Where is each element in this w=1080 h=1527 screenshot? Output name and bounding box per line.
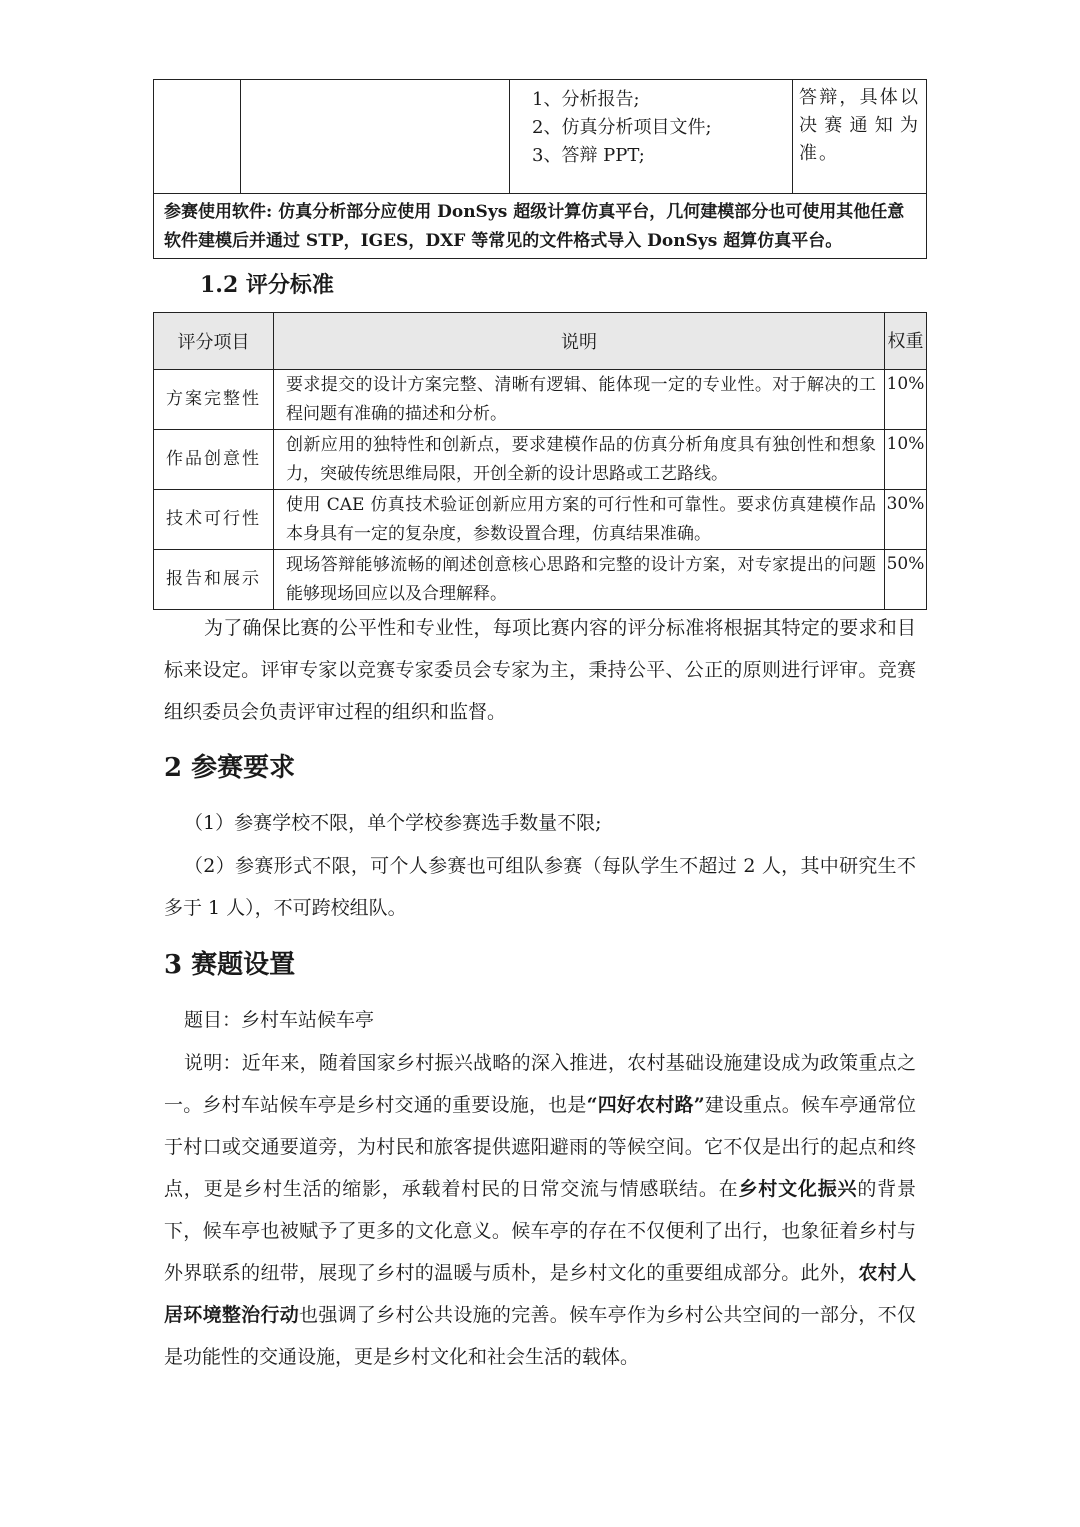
description-text: 建设重点。候车亭通常位于村口或交通要道旁，为村民和旅客提供遮阳避雨的等候空间。它不仅是出行的起点和终点，更是乡村生活的缩影，承载着村民的日常交流与情感联结。在: [164, 1094, 916, 1200]
software-note-cell: [154, 194, 927, 259]
score-item: 报告和展示: [154, 550, 274, 610]
description-text: 的背景下，候车亭也被赋予了更多的文化意义。候车亭的存在不仅便利了出行，也象征着乡村与外界联系的纽带，展现了乡村的温暖与质朴，是乡村文化的重要组成部分。此外，: [164, 1178, 916, 1284]
score-weight: 10%: [885, 430, 927, 490]
description-text: 说明：近年来，随着国家乡村振兴战略的深入推进，农村基础设施建设成为政策重点之一。乡村车站候车亭是乡村交通的重要设施，也是: [164, 1052, 916, 1116]
topic-line: 题目：乡村车站候车亭: [184, 1009, 375, 1031]
header-weight: 权重: [885, 313, 927, 370]
emphasis-text: “四好农村路”: [586, 1094, 705, 1116]
score-desc: 创新应用的独特性和创新点，要求建模作品的仿真分析角度具有独创性和想象力，突破传统思维局限，开创全新的设计思路或工艺路线。: [274, 430, 885, 490]
score-desc: 要求提交的设计方案完整、清晰有逻辑、能体现一定的专业性。对于解决的工程问题有准确的描述和分析。: [274, 370, 885, 430]
score-desc: 使用 CAE 仿真技术验证创新应用方案的可行性和可靠性。要求仿真建模作品本身具有一定的复杂度，参数设置合理，仿真结果准确。: [274, 490, 885, 550]
table-row: [154, 490, 927, 550]
emphasis-text: 农村人居环境整治行动: [164, 1262, 916, 1326]
schedule-note-cell: [793, 80, 927, 194]
emphasis-text: 乡村文化振兴: [738, 1178, 858, 1200]
header-desc: 说明: [274, 313, 885, 370]
table-row: [154, 430, 927, 490]
empty-cell: [154, 80, 241, 194]
requirement-item-2: （2）参赛形式不限，可个人参赛也可组队参赛（每队学生不超过 2 人，其中研究生不多于 1 人），不可跨校组队。: [164, 855, 916, 919]
requirement-item-1: （1）参赛学校不限，单个学校参赛选手数量不限;: [184, 812, 602, 834]
submission-item: 2、仿真分析项目文件;: [532, 117, 712, 138]
header-item: 评分项目: [154, 313, 274, 370]
empty-cell: [241, 80, 510, 194]
section-heading-1-2: 1.2 评分标准: [200, 272, 334, 298]
topic-description: [164, 1042, 916, 1378]
submission-item: 1、分析报告;: [532, 89, 640, 110]
description-text: 也强调了乡村公共设施的完善。候车亭作为乡村公共空间的一部分，不仅是功能性的交通设施，更是乡村文化和社会生活的载体。: [164, 1304, 916, 1368]
table-row: [154, 370, 927, 430]
score-weight: 10%: [885, 370, 927, 430]
section-heading-2: 2 参赛要求: [164, 753, 296, 783]
score-item: 技术可行性: [154, 490, 274, 550]
section-heading-3: 3 赛题设置: [164, 950, 296, 980]
score-item: 方案完整性: [154, 370, 274, 430]
score-weight: 30%: [885, 490, 927, 550]
scoring-table: [153, 312, 927, 610]
score-item: 作品创意性: [154, 430, 274, 490]
submission-table: [153, 79, 927, 259]
scoring-paragraph: 为了确保比赛的公平性和专业性，每项比赛内容的评分标准将根据其特定的要求和目标来设定。评审专家以竞赛专家委员会专家为主，秉持公平、公正的原则进行评审。竞赛组织委员会负责评审过程的组织和监督。: [164, 617, 916, 723]
submission-item: 3、答辩 PPT;: [532, 145, 645, 166]
schedule-note: 答辩，具体以决赛通知为准。: [799, 87, 920, 164]
submission-items-cell: [510, 80, 793, 194]
score-desc: 现场答辩能够流畅的阐述创意核心思路和完整的设计方案，对专家提出的问题能够现场回应以及合理解释。: [274, 550, 885, 610]
table-row: [154, 550, 927, 610]
software-note: 参赛使用软件: 仿真分析部分应使用 DonSys 超级计算仿真平台，几何建模部分也可使用其他任意软件建模后并通过 STP，IGES，DXF 等常见的文件格式导入 DonSys 超算仿真平台。: [164, 202, 905, 251]
score-weight: 50%: [885, 550, 927, 610]
